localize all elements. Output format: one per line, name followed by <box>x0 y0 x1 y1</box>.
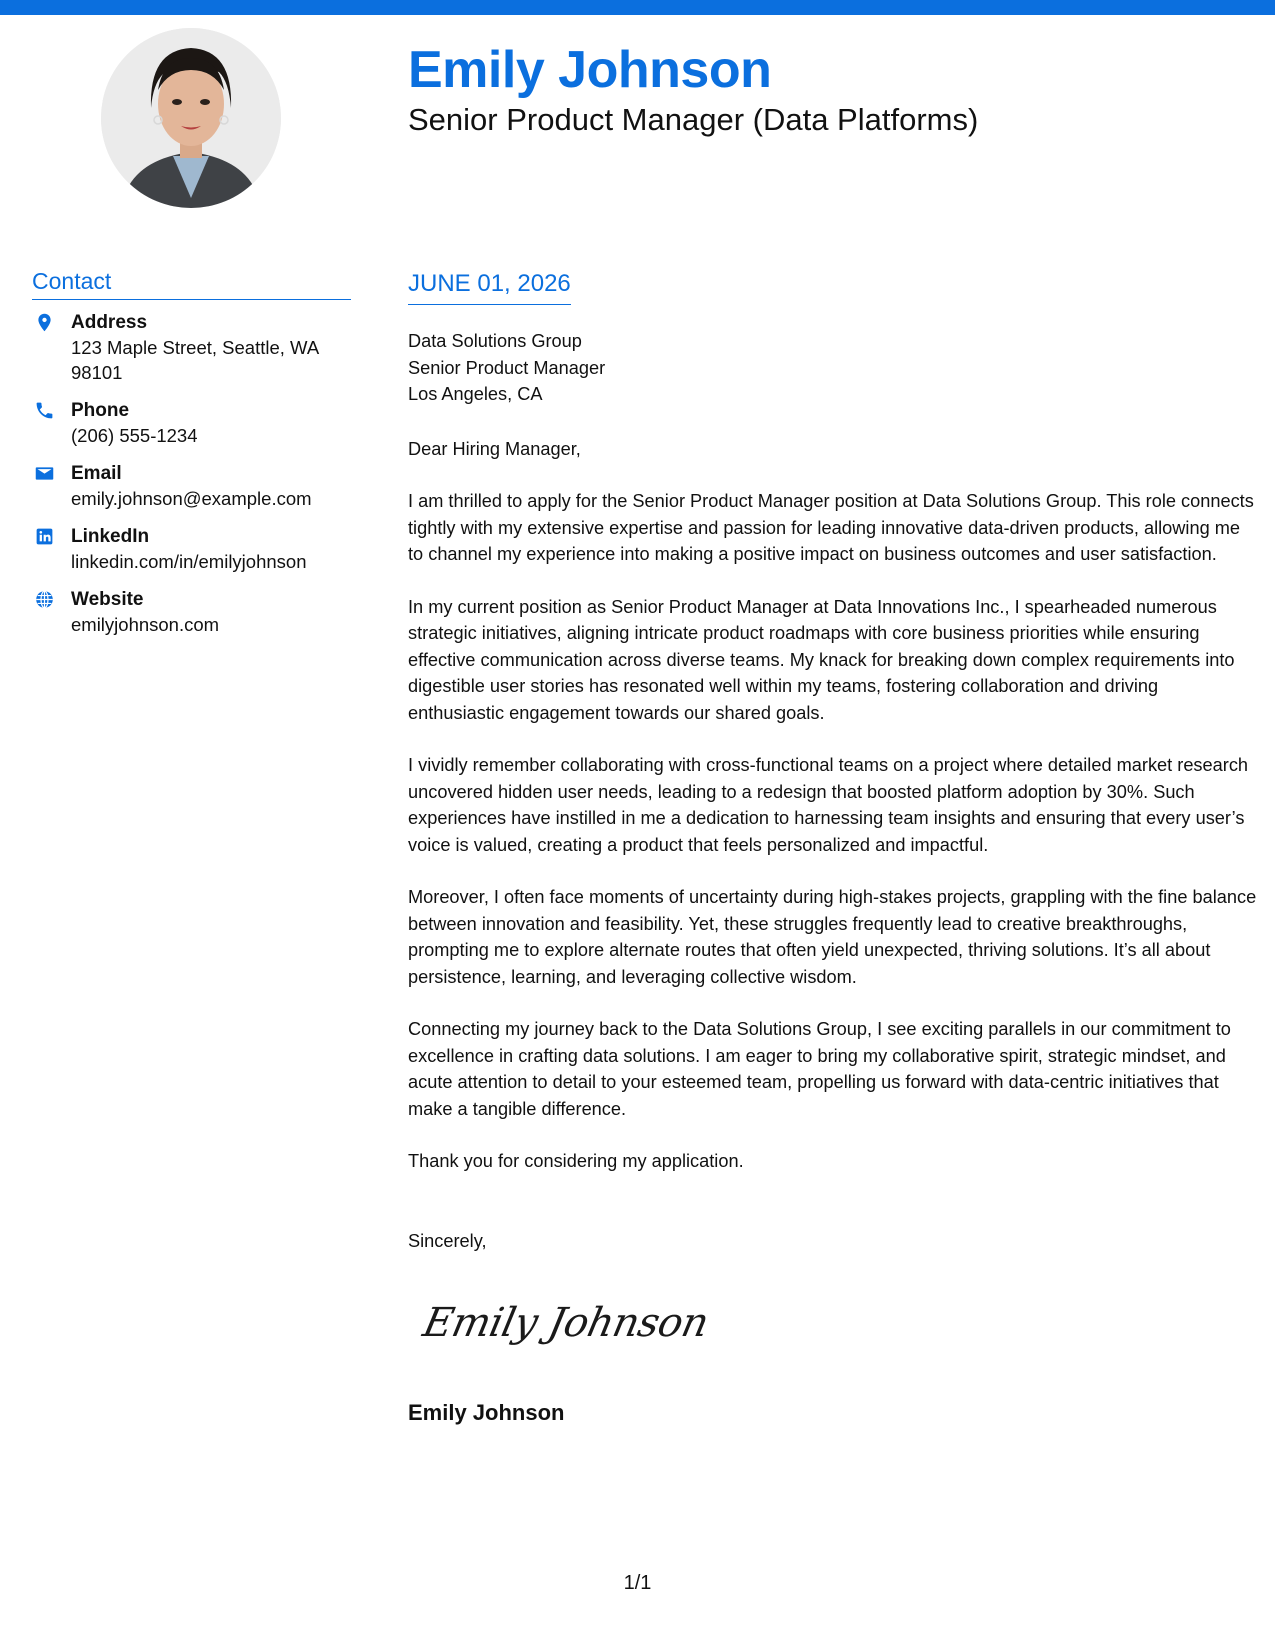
phone-icon <box>34 400 55 421</box>
candidate-title: Senior Product Manager (Data Platforms) <box>408 102 979 137</box>
top-accent-bar <box>0 0 1275 15</box>
recipient-company: Data Solutions Group <box>408 331 582 351</box>
address-value: 123 Maple Street, Seattle, WA 98101 <box>71 337 319 383</box>
contact-label: Phone <box>71 400 130 421</box>
website-value[interactable]: emilyjohnson.com <box>71 614 220 635</box>
recipient-location: Los Angeles, CA <box>408 384 543 404</box>
letter-body <box>408 328 1258 1254</box>
contact-item-linkedin <box>32 524 362 574</box>
paragraph: In my current position as Senior Product Manager at Data Innovations Inc., I spearheaded numerous strategic initiatives, aligning intricate product roadmaps with core business priorities while ensuring effective communication across diverse teams. My knack for breaking down complex requirements into digestible user stories has resonated well within my teams, fostering collaboration and driving enthusiastic engagement towards our shared goals. <box>408 596 1235 723</box>
map-pin-icon <box>34 312 55 333</box>
email-value[interactable]: emily.johnson@example.com <box>71 488 312 509</box>
paragraph: Thank you for considering my application. <box>408 1151 744 1171</box>
contact-label: Address <box>71 312 148 333</box>
envelope-icon <box>34 463 55 484</box>
globe-icon <box>34 589 55 610</box>
contact-item-address <box>32 310 362 385</box>
linkedin-icon <box>34 526 55 547</box>
paragraph: Moreover, I often face moments of uncertainty during high-stakes projects, grappling with the fine balance between innovation and feasibility. Yet, these struggles frequently lead to creative breakthroughs, prompting me to explore alternate routes that often yield unexpected, thriving solutions. It’s all about persistence, learning, and leveraging collective wisdom. <box>408 887 1257 987</box>
profile-photo <box>101 28 281 208</box>
contact-label: Website <box>71 589 144 610</box>
contact-item-website <box>32 587 362 637</box>
signer-name: Emily Johnson <box>408 1400 565 1425</box>
contact-item-phone <box>32 398 362 448</box>
closing: Sincerely, <box>408 1230 487 1251</box>
contact-label: LinkedIn <box>71 526 150 547</box>
candidate-name: Emily Johnson <box>408 41 772 99</box>
paragraph: I vividly remember collaborating with cross-functional teams on a project where detailed market research uncovered hidden user needs, leading to a redesign that boosted platform adoption by 30%. Such experiences have instilled in me a dedication to harnessing team insights and ensuring that every user’s voice is valued, creating a product that feels personalized and impactful. <box>408 755 1249 855</box>
linkedin-value[interactable]: linkedin.com/in/emilyjohnson <box>71 551 307 572</box>
signature: Emily Johnson <box>419 1300 713 1346</box>
contact-item-email <box>32 461 362 511</box>
contact-label: Email <box>71 463 122 484</box>
page-number: 1/1 <box>623 1572 652 1594</box>
phone-value: (206) 555-1234 <box>71 425 198 446</box>
salutation: Dear Hiring Manager, <box>408 438 581 459</box>
contact-heading: Contact <box>32 268 351 300</box>
contact-list <box>32 310 362 650</box>
recipient-position: Senior Product Manager <box>408 357 606 378</box>
recipient-block <box>408 328 1258 408</box>
paragraph: Connecting my journey back to the Data Solutions Group, I see exciting parallels in our commitment to excellence in crafting data solutions. I am eager to bring my collaborative spirit, strategic mindset, and acute attention to detail to your esteemed team, propelling us forward with data-centric initiatives that make a tangible difference. <box>408 1019 1231 1119</box>
letter-date: JUNE 01, 2026 <box>408 270 571 305</box>
paragraph: I am thrilled to apply for the Senior Product Manager position at Data Solutions Group. This role connects tightly with my extensive expertise and passion for leading innovative data-driven products, allowing me to channel my experience into making a positive impact on business outcomes and user satisfaction. <box>408 491 1254 564</box>
